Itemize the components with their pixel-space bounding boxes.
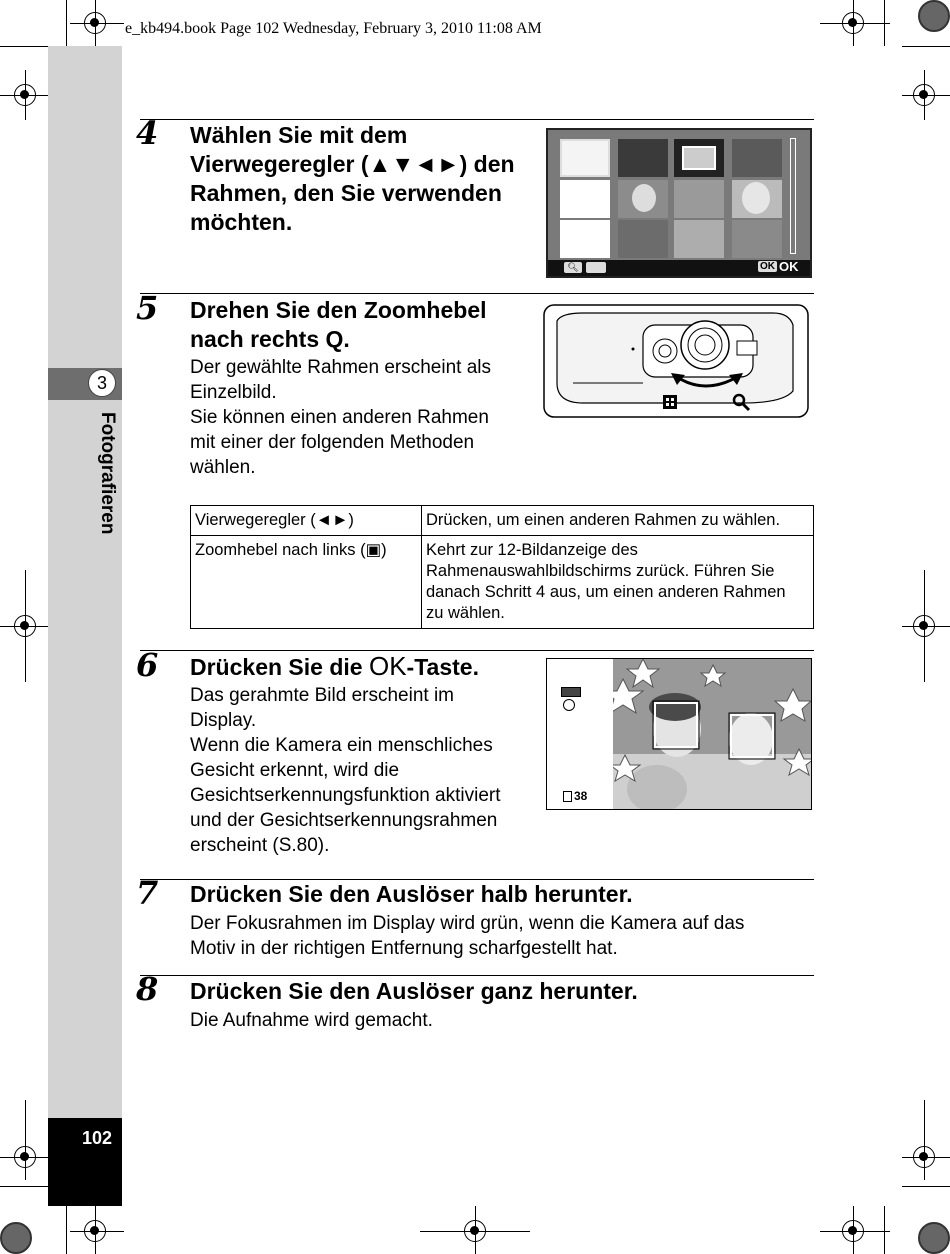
shots-remaining: 38 bbox=[574, 789, 588, 803]
crop-line bbox=[902, 626, 950, 627]
table-cell: Vierwegeregler (◄►) bbox=[191, 506, 422, 536]
chapter-number: 3 bbox=[88, 369, 116, 397]
crop-line bbox=[0, 46, 48, 47]
crop-line bbox=[853, 1206, 854, 1254]
crop-line bbox=[924, 70, 925, 120]
crop-line bbox=[25, 570, 26, 682]
crop-line bbox=[853, 0, 854, 46]
crop-line bbox=[902, 1186, 950, 1187]
step-8-body: Die Aufnahme wird gemacht. bbox=[190, 1010, 433, 1031]
page-header: e_kb494.book Page 102 Wednesday, February 3, 2010 11:08 AM bbox=[125, 20, 542, 37]
crop-line bbox=[95, 1206, 96, 1254]
crop-line bbox=[70, 23, 124, 24]
framed-preview-screen bbox=[546, 658, 812, 810]
step-6-title: Drücken Sie die OK-Taste. bbox=[190, 651, 479, 681]
memory-card-icon bbox=[563, 791, 572, 802]
frame-thumbnail bbox=[732, 180, 782, 218]
crop-line bbox=[25, 1100, 26, 1180]
ok-button-glyph: OK bbox=[368, 651, 407, 681]
step-6-body: Das gerahmte Bild erscheint im Display. Wenn die Kamera ein menschliches Gesicht erkennt, wird die Gesichtserkennungsfunktion aktiviert und der Gesichtserkennungsrahmen erscheint (S.80). bbox=[190, 685, 501, 856]
preview-image bbox=[613, 659, 811, 809]
crop-line bbox=[902, 46, 950, 47]
frame-thumbnail bbox=[618, 220, 668, 258]
frame-thumbnail bbox=[732, 139, 782, 177]
crop-line bbox=[924, 570, 925, 682]
crop-line bbox=[820, 1231, 890, 1232]
step-number: 7 bbox=[136, 874, 159, 912]
zoom-in-icon: Q. bbox=[325, 326, 350, 352]
chapter-title: Fotografieren bbox=[97, 412, 118, 535]
crop-line bbox=[0, 626, 48, 627]
crop-line bbox=[0, 1157, 48, 1158]
frame-thumbnail bbox=[674, 139, 724, 177]
step-5-title: Drehen Sie den Zoomhebel nach rechts Q. bbox=[190, 297, 487, 352]
ok-key-icon: OK bbox=[760, 261, 775, 272]
step-7-body: Der Fokusrahmen im Display wird grün, wenn die Kamera auf das Motiv in der richtigen Entfernung scharfgestellt hat. bbox=[190, 913, 745, 959]
frame-thumbnail bbox=[674, 220, 724, 258]
crop-line bbox=[25, 70, 26, 120]
step-4-title: Wählen Sie mit dem Vierwegeregler (▲▼◄►) den Rahmen, den Sie verwenden möchten. bbox=[190, 122, 515, 235]
frame-icon bbox=[586, 262, 606, 273]
scroll-bar bbox=[790, 138, 796, 254]
camera-zoom-lever-illustration bbox=[543, 303, 809, 419]
ok-label: OK bbox=[779, 259, 799, 274]
step-number: 8 bbox=[136, 970, 159, 1008]
step-number: 6 bbox=[136, 646, 159, 684]
frame-thumbnail bbox=[560, 139, 610, 177]
table-row bbox=[191, 536, 814, 629]
crop-line bbox=[0, 95, 48, 96]
crop-line bbox=[95, 0, 96, 46]
crop-line bbox=[475, 1206, 476, 1254]
color-target-icon bbox=[918, 0, 950, 32]
frame-selection-screen bbox=[546, 128, 812, 278]
table-cell: Kehrt zur 12-Bildanzeige des Rahmenauswahlbildschirms zurück. Führen Sie danach Schritt 4 aus, um einen anderen Rahmen zu wählen. bbox=[422, 536, 814, 629]
step-8-title: Drücken Sie den Auslöser ganz herunter. bbox=[190, 978, 638, 1004]
step-divider bbox=[140, 650, 814, 651]
color-target-icon bbox=[918, 1222, 950, 1254]
table-row bbox=[191, 506, 814, 536]
crop-line bbox=[884, 0, 885, 46]
crop-line bbox=[902, 95, 950, 96]
frame-thumbnail bbox=[674, 180, 724, 218]
frame-thumbnail bbox=[618, 180, 668, 218]
table-cell: Zoomhebel nach links (▣) bbox=[191, 536, 422, 629]
crop-line bbox=[0, 1186, 48, 1187]
frame-thumbnail bbox=[560, 220, 610, 258]
color-target-icon bbox=[0, 1222, 32, 1254]
face-detect-icon bbox=[563, 699, 575, 711]
crop-line bbox=[902, 1157, 950, 1158]
crop-line bbox=[820, 23, 890, 24]
crop-line bbox=[924, 1100, 925, 1180]
step-divider bbox=[140, 293, 814, 294]
crop-line bbox=[884, 1206, 885, 1254]
crop-line bbox=[66, 0, 67, 46]
zoom-options-table bbox=[190, 505, 814, 629]
crop-line bbox=[66, 1206, 67, 1254]
step-5-body: Der gewählte Rahmen erscheint als Einzelbild. Sie können einen anderen Rahmen mit einer der folgenden Methoden wählen. bbox=[190, 357, 491, 478]
step-7-title: Drücken Sie den Auslöser halb herunter. bbox=[190, 881, 633, 907]
frame-thumbnail bbox=[560, 180, 610, 218]
zoom-icon: 🔍︎ bbox=[564, 262, 582, 273]
table-cell: Drücken, um einen anderen Rahmen zu wählen. bbox=[422, 506, 814, 536]
chapter-sidebar bbox=[48, 46, 122, 1206]
page-number: 102 bbox=[82, 1128, 113, 1148]
frame-thumbnail bbox=[618, 139, 668, 177]
frame-thumbnail bbox=[732, 220, 782, 258]
battery-icon bbox=[561, 687, 581, 697]
step-divider bbox=[140, 975, 814, 976]
crop-line bbox=[70, 1231, 124, 1232]
step-number: 4 bbox=[136, 114, 159, 152]
step-number: 5 bbox=[136, 289, 159, 327]
step-divider bbox=[140, 119, 814, 120]
